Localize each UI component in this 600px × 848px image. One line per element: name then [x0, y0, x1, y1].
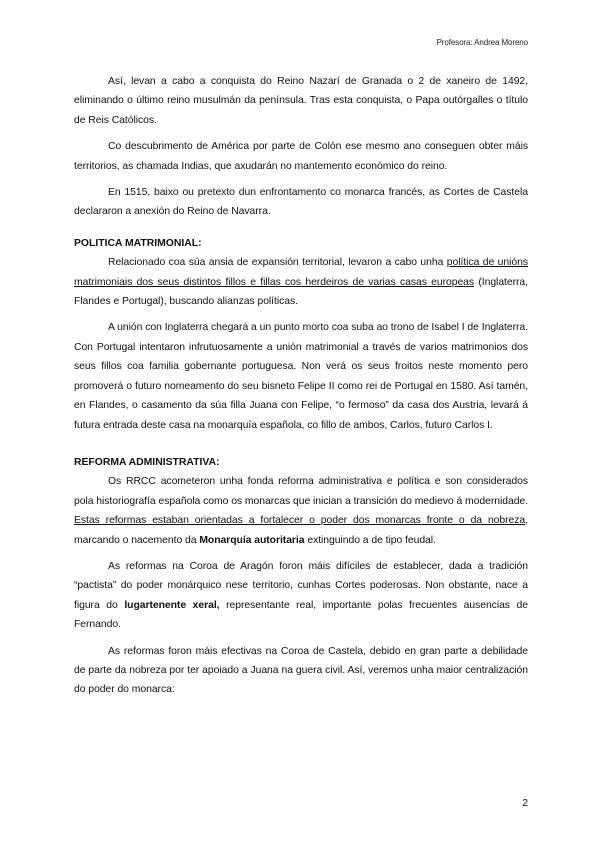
- page-header-author: Profesora: Andrea Moreno: [436, 38, 528, 47]
- section-title-reforma: REFORMA ADMINISTRATIVA:: [74, 456, 220, 468]
- text-run: Os RRCC acometeron unha fonda reforma administrativa e política e son considerados pola historiografía española como os monarcas que inician a transición do medievo á modernidade.: [74, 476, 528, 507]
- text-run: (Inglaterra, Flandes e Portugal), buscando alianzas políticas.: [74, 276, 528, 308]
- section-title-politica: POLITICA MATRIMONIAL:: [74, 237, 202, 249]
- paragraph-navarra: En 1515, baixo ou pretexto dun enfrontamento co monarca francés, as Cortes de Castela declararon a anexión do Reino de Navarra.: [74, 187, 528, 218]
- underlined-text: Estas reformas estaban orientadas a fortalecer o poder dos monarcas fronte o da nobreza: [74, 515, 526, 527]
- bold-term: Monarquía autoritaria: [199, 534, 305, 546]
- text-run: Relacionado coa súa ansia de expansión territorial, levaron a cabo unha: [108, 257, 447, 269]
- bold-term: lugartenente xeral,: [124, 599, 220, 611]
- page-number: 2: [522, 798, 528, 809]
- text-run: extinguindo a de tipo feudal.: [304, 534, 436, 546]
- paragraph-politica-alliances: A unión con Inglaterra chegará a un punto morto coa suba ao trono de Isabel I de Inglaterra. Con Portugal intentaron infrutuosamente a unión matrimonial a través de varios matrimonios dos seus fillos coa familia gobernante portuguesa. Non verá os seus froitos neste momento pero promoverá o futuro nomeamento do seu bisneto Felipe II como rei de Portugal en 1580. Así tamén, en Flandes, o casamento da súa filla Juana con Felipe, “o fermoso” da casa dos Austria, levará á futura entrada deste casa na monarquía española, co fillo de ambos, Carlos, futuro Carlos I.: [74, 322, 528, 431]
- paragraph-granada: Así, levan a cabo a conquista do Reino Nazarí de Granada o 2 de xaneiro de 1492, eliminando o último reino musulmán da península. Tras esta conquista, o Papa outórgalles o título de Reis Católicos.: [74, 76, 528, 126]
- paragraph-politica-intro: [74, 253, 528, 311]
- text-run: As reformas na Coroa de Aragón foron máis difíciles de establecer, dada a tradición “pactista” do poder monárquico nese territorio, cunhas Cortes poderosas. Non obstante, nace a figura do: [74, 560, 528, 611]
- text-run: representante real, importante polas frecuentes ausencias de Fernando.: [74, 599, 528, 631]
- document-body: [74, 72, 528, 707]
- paragraph-america: Co descubrimento de América por parte de Colón ese mesmo ano conseguen obter máis territorios, as chamada Indias, que axudarán no mantemento económico do reino.: [74, 141, 528, 172]
- underlined-text: política de unións matrimoniais dos seus distintos fillos e fillas cos herdeiros de varias casas europeas: [74, 257, 528, 288]
- paragraph-reforma-intro: [74, 472, 528, 550]
- paragraph-reforma-aragon: [74, 557, 528, 635]
- text-run: , marcando o nacemento da: [74, 515, 528, 546]
- paragraph-reforma-castela: As reformas foron máis efectivas na Coroa de Castela, debido en gran parte a debilidade de parte da nobreza por ter apoiado a Juana na guera civil. Así, veremos unha maior centralización do poder do monarca:: [74, 645, 528, 696]
